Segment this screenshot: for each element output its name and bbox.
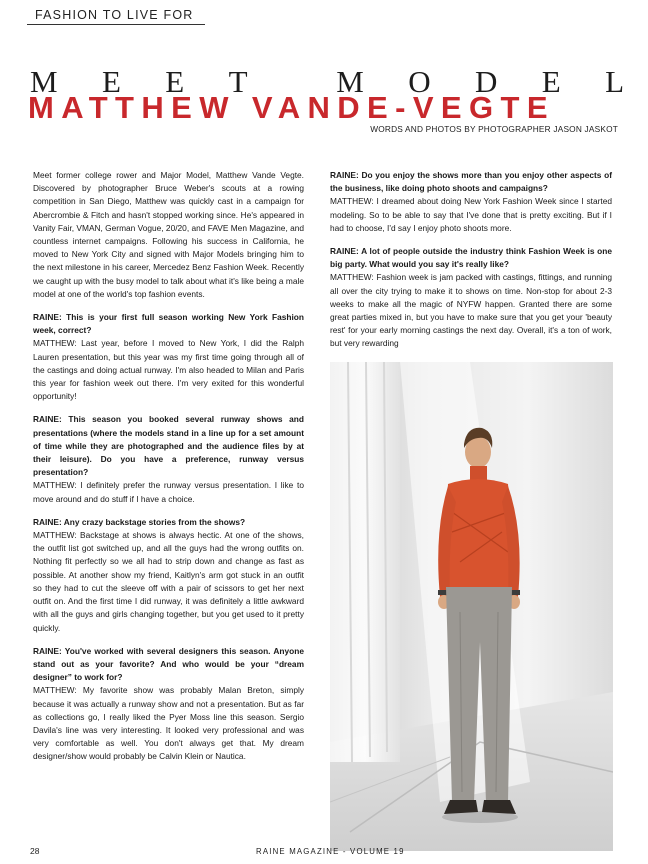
article-headline: MATTHEW VANDE-VEGTE [28,90,555,125]
kicker-letter: T [228,64,248,99]
answer: MATTHEW: I dreamed about doing New York Fashion Week since I started modeling. So to be able to say that I've done that is pretty exciting. But if I had to choose, I'd say I enjoy photo shoots more. [330,196,612,233]
question: RAINE: Any crazy backstage stories from the shows? [33,516,246,527]
kicker-letter: M [30,64,58,99]
question: RAINE: Do you enjoy the shows more than you enjoy other aspects of the business, like doing photo shoots and campaigns? [330,170,612,194]
model-photo-illustration [330,362,613,851]
qa-block [330,169,612,235]
intro-paragraph: Meet former college rower and Major Model, Matthew Vande Vegte. Discovered by photographer Bruce Weber's scouts at a rowing competition in San Diego, Matthew was quickly cast in a campaign for Abercrombie & Fitch and hasn't stopped working since. He's appeared in Vanity Fair, VMAN, German Vogue, 20/20, and FAVE Men Magazine, and countless internet campaigns. Following his success in California, he moved to New York City and signed with Major Models bringing him to the next milestone in his career, Mercedez Benz Fashion Week. Recently we caught up with the busy model to talk about what it's like being a male model at one of the world's top fashion events. [33,170,305,299]
kicker-letter: E [541,64,561,99]
section-title: FASHION TO LIVE FOR [35,8,194,22]
question: RAINE: A lot of people outside the industry think Fashion Week is one big party. What would you say it's really like? [330,246,612,270]
kicker-letter: O [408,64,431,99]
answer: MATTHEW: I definitely prefer the runway versus presentation. I like to move around and do stuff if I have a choice. [33,480,304,504]
kicker-letter: L [605,64,624,99]
page-number: 28 [30,846,40,856]
question: RAINE: This season you booked several runway shows and presentations (where the models stand in a line up for a set amount of time while they are photographed and the audience files by at their leisure). Do you have a preference, runway versus presentation? [33,414,304,478]
kicker-letter: E [165,64,185,99]
left-column [33,169,304,774]
qa-block [330,245,612,351]
question: RAINE: This is your first full season working New York Fashion week, correct? [33,312,304,336]
question: RAINE: You've worked with several designers this season. Anyone stand out as your favorite? And who would be your “dream designer” to work for? [33,645,304,683]
answer: MATTHEW: Last year, before I moved to New York, I did the Ralph Lauren presentation, but this year was my first time going through all of the castings and doing actual runway. I'm also headed to Milan and Paris this year for fashion week out there. I'm very exited for this wonderful opportunity! [33,338,304,402]
right-column [330,169,612,361]
magazine-footer: RAINE MAGAZINE - VOLUME 19 [256,847,405,856]
qa-block [33,645,304,764]
answer: MATTHEW: Fashion week is jam packed with castings, fittings, and running all over the city trying to make it to shows on time. Non-stop for about 2-3 weeks to make all the magic of NYFW happen. Granted there are some great parties mixed in, but you have to make sure that you get your 'beauty rest' for your early morning castings the next day. Overall, it's a ton of work, but very rewarding [330,272,612,349]
kicker-letter: E [101,64,121,99]
model-photo [330,362,613,851]
kicker-letter: D [474,64,498,99]
qa-block [33,516,304,635]
qa-block [33,413,304,505]
answer: MATTHEW: My favorite show was probably Malan Breton, simply because it was actually a runway show and not a presentation. But as far as collections go, I really liked the Pyer Moss line this season. Sergio Davila's line was very interesting. It looked very professional and was very comfortable as well. You don't always get that. My dream designer/show would probably be Calvin Klein or Nautica. [33,685,304,762]
kicker-letter: M [336,64,364,99]
byline: WORDS AND PHOTOS BY PHOTOGRAPHER JASON JASKOT [370,124,618,134]
qa-block [33,311,304,403]
section-header [27,6,205,25]
answer: MATTHEW: Backstage at shows is always hectic. At one of the shows, the outfit list got switched up, and all the guys had the wrong outfits on. Nothing fit perfectly so we all had to strip down and change as fast as possible. At another show my friend, Kaitlyn's arm got stuck in an outfit so they had to cut the sleeve off with a pair of scissors to get her next outfit on. And the first time I did runway, it was definitely a little awkward with all the guys and girls changing together, but you get used to it pretty quickly. [33,530,304,633]
